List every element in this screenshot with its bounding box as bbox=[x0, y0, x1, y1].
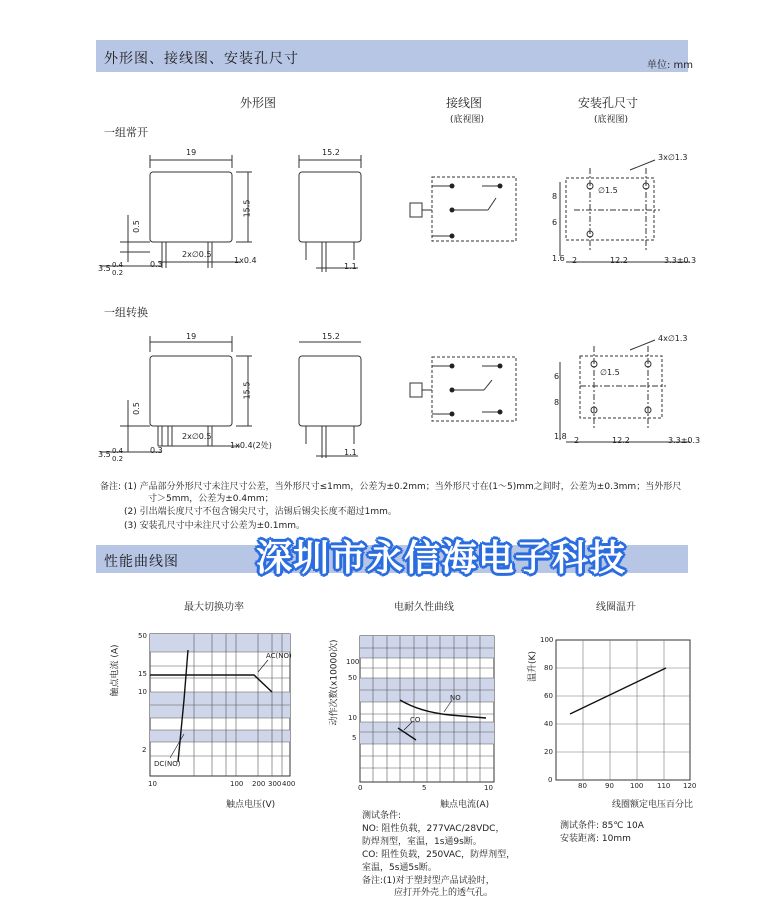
chart1-xtick-300: 300 bbox=[268, 780, 282, 788]
chart3-xtick-120: 120 bbox=[683, 782, 697, 790]
chart2-label-co: CO bbox=[410, 716, 421, 724]
chart2-ytick-5: 5 bbox=[352, 734, 357, 742]
row2-pin-spacing: 2x∅0.5 bbox=[182, 432, 212, 441]
chart1-xtick-100: 100 bbox=[230, 780, 244, 788]
row2-m33: 3.3±0.3 bbox=[668, 436, 701, 445]
row1-hole-d: ∅1.5 bbox=[598, 186, 618, 195]
row1-side-w: 1.1 bbox=[344, 262, 357, 271]
chart2-ytick-100: 100 bbox=[346, 658, 360, 666]
chart2-xlabel: 触点电流(A) bbox=[440, 800, 490, 810]
row1-offset: 3.5 bbox=[98, 264, 111, 273]
unit-label: 单位: mm bbox=[647, 60, 694, 71]
chart3-cond-2: 安装距离: 10mm bbox=[560, 834, 631, 844]
row1-holes: 3x∅1.3 bbox=[658, 153, 688, 162]
row1-pitch: 0.3 bbox=[150, 260, 163, 269]
row2-width: 19 bbox=[186, 332, 197, 341]
chart2-xtick-10: 10 bbox=[484, 784, 493, 792]
chart1-xtick-200: 200 bbox=[252, 780, 266, 788]
chart3-xlabel: 线圈额定电压百分比 bbox=[612, 800, 694, 810]
row2-height: 15.5 bbox=[242, 381, 252, 400]
row1-tol-dn: 0.2 bbox=[112, 269, 124, 277]
row1-m16: 1.6 bbox=[552, 254, 565, 263]
notes-label: 备注: bbox=[100, 482, 122, 492]
row2-m6: 6 bbox=[554, 372, 560, 381]
chart1-xtick-400: 400 bbox=[282, 780, 296, 788]
chart3-cond-1: 测试条件: 85℃ 10A bbox=[560, 821, 644, 831]
chart3-title: 线圈温升 bbox=[596, 602, 636, 613]
chart2-ylabel: 动作次数(x10000次) bbox=[329, 639, 340, 726]
row2-offset: 3.5 bbox=[98, 450, 111, 459]
note-1: (1) 产品部分外形尺寸未注尺寸公差，当外形尺寸≤1mm，公差为±0.2mm；当外形尺寸在(1～5)mm之间时，公差为±0.3mm；当外形尺 bbox=[124, 482, 682, 492]
row1-depth: 15.2 bbox=[322, 148, 340, 157]
chart2-title: 电耐久性曲线 bbox=[394, 602, 454, 613]
row2-pin-h: 0.5 bbox=[131, 402, 141, 415]
col-wiring-sub: (底视图) bbox=[450, 115, 485, 125]
section-title-curves: 性能曲线图 bbox=[104, 554, 179, 570]
row2-pitch: 0.3 bbox=[150, 446, 163, 455]
chart1-label-ac: AC(NO) bbox=[266, 652, 292, 660]
row1-height: 15.5 bbox=[242, 199, 252, 218]
row2-tol-up: 0.4 bbox=[112, 447, 124, 455]
chart1-ytick-10: 10 bbox=[138, 688, 147, 696]
chart3-ytick-80: 80 bbox=[544, 664, 553, 672]
chart1-ytick-2: 2 bbox=[142, 746, 147, 754]
row2-pin-dim: 1x0.4(2处) bbox=[230, 441, 272, 450]
chart2-cond-6: 应打开外壳上的透气孔。 bbox=[394, 888, 494, 898]
row1-tol-up: 0.4 bbox=[112, 261, 124, 269]
chart2-cond-2: 防焊剂型，室温，1s通9s断。 bbox=[362, 837, 482, 847]
row2-m2: 2 bbox=[574, 436, 580, 445]
chart3-ytick-40: 40 bbox=[544, 720, 553, 728]
chart2-xtick-0: 0 bbox=[358, 784, 363, 792]
chart3-ytick-60: 60 bbox=[544, 692, 553, 700]
section-title-dimensions: 外形图、接线图、安装孔尺寸 bbox=[104, 51, 299, 67]
row1-pin-dim: 1x0.4 bbox=[234, 256, 257, 265]
chart3-xtick-100: 100 bbox=[630, 782, 644, 790]
col-mounting-title: 安装孔尺寸 bbox=[578, 96, 639, 110]
row1-width: 19 bbox=[186, 148, 197, 157]
note-2: (2) 引出端长度尺寸不包含锡尖尺寸，沾锡后锡尖长度不超过1mm。 bbox=[124, 507, 397, 517]
chart1-ylabel: 触点电流 (A) bbox=[110, 644, 121, 697]
chart3-ytick-0: 0 bbox=[548, 776, 553, 784]
chart2-ytick-50: 50 bbox=[348, 674, 357, 682]
row1-m8: 8 bbox=[552, 192, 558, 201]
row2-m18: 1.8 bbox=[554, 432, 567, 441]
chart3-xtick-90: 90 bbox=[605, 782, 614, 790]
chart2-cond-5: 备注:(1)对于塑封型产品试验时， bbox=[362, 876, 495, 886]
note-3: (3) 安装孔尺寸中未注尺寸公差为±0.1mm。 bbox=[124, 521, 305, 531]
chart2-cond-3: CO: 阻性负载，250VAC，防焊剂型， bbox=[362, 850, 516, 860]
chart3-ylabel: 温升(K) bbox=[527, 651, 538, 682]
row2-m122: 12.2 bbox=[612, 436, 630, 445]
chart1-xlabel: 触点电压(V) bbox=[226, 800, 276, 810]
chart1-ytick-15: 15 bbox=[138, 670, 147, 678]
chart2-xtick-5: 5 bbox=[422, 784, 427, 792]
chart3-ytick-20: 20 bbox=[544, 748, 553, 756]
row2-m8: 8 bbox=[554, 398, 560, 407]
watermark-text: 深圳市永信海电子科技 bbox=[256, 538, 627, 579]
chart2-cond-1: NO: 阻性负载，277VAC/28VDC， bbox=[362, 824, 505, 834]
col-wiring-title: 接线图 bbox=[446, 96, 483, 110]
row2-tol-dn: 0.2 bbox=[112, 455, 124, 463]
row1-label: 一组常开 bbox=[104, 126, 148, 139]
chart1-xtick-10: 10 bbox=[148, 780, 157, 788]
chart1-ytick-50: 50 bbox=[138, 632, 147, 640]
row2-side-w: 1.1 bbox=[344, 448, 357, 457]
chart1-label-dc: DC(NO) bbox=[154, 760, 181, 768]
chart3-ytick-100: 100 bbox=[540, 636, 554, 644]
row1-pin-spacing: 2x∅0.5 bbox=[182, 250, 212, 259]
row2-holes: 4x∅1.3 bbox=[658, 334, 688, 343]
col-mounting-sub: (底视图) bbox=[594, 115, 629, 125]
row2-hole-d: ∅1.5 bbox=[600, 368, 620, 377]
chart2-label-no: NO bbox=[450, 694, 461, 702]
chart1-title: 最大切换功率 bbox=[184, 602, 244, 613]
row2-depth: 15.2 bbox=[322, 332, 340, 341]
chart2-cond-4: 室温，5s通5s断。 bbox=[362, 863, 437, 873]
chart3-xtick-80: 80 bbox=[578, 782, 587, 790]
row1-m122: 12.2 bbox=[610, 256, 628, 265]
chart3-xtick-110: 110 bbox=[657, 782, 671, 790]
row2-label: 一组转换 bbox=[104, 306, 148, 319]
note-1b: 寸＞5mm，公差为±0.4mm； bbox=[148, 494, 274, 504]
row1-m2: 2 bbox=[572, 256, 578, 265]
chart2-cond-title: 测试条件: bbox=[362, 811, 402, 821]
chart3-frame bbox=[556, 640, 690, 780]
row1-m6: 6 bbox=[552, 218, 558, 227]
col-outline-title: 外形图 bbox=[240, 96, 277, 110]
row1-m33: 3.3±0.3 bbox=[664, 256, 697, 265]
chart2-ytick-10: 10 bbox=[348, 714, 357, 722]
row1-pin-h: 0.5 bbox=[131, 220, 141, 233]
